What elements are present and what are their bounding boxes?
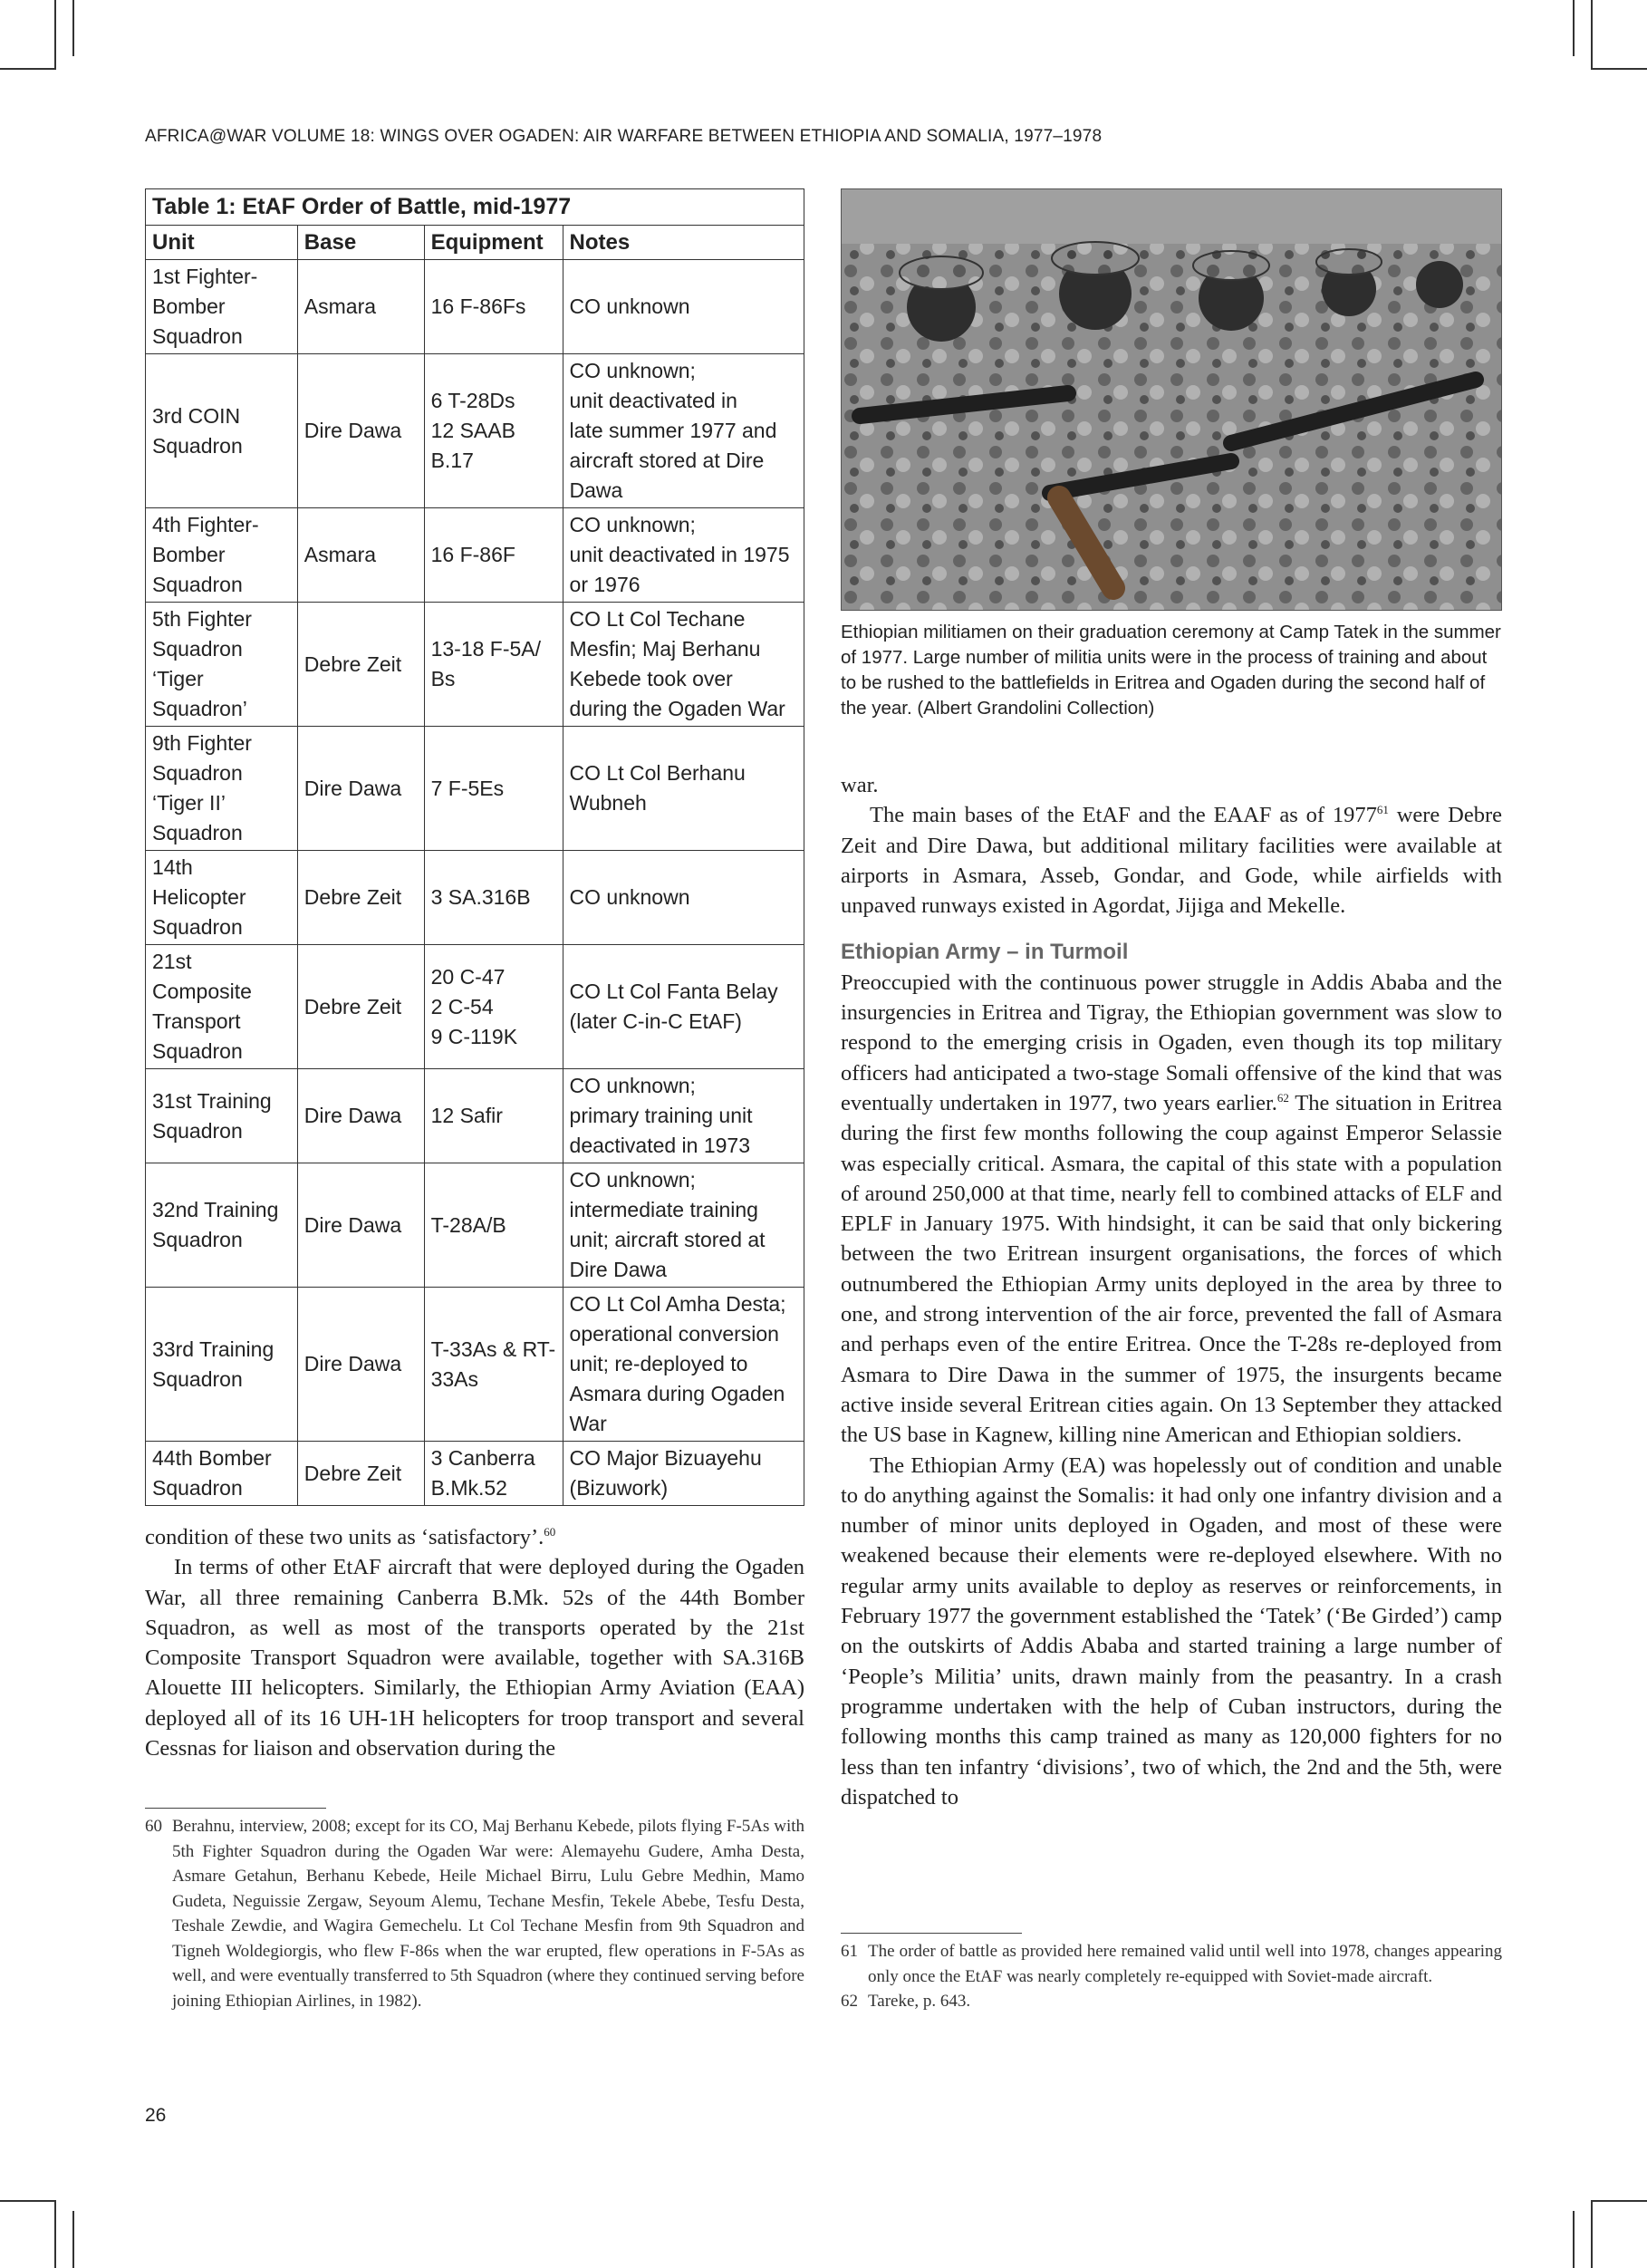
cell-line: 4th Fighter-: [152, 513, 259, 536]
cell-base: [297, 1288, 424, 1442]
cell-line: Asmara: [303, 543, 377, 566]
cell-line: (later C-in-C EtAF): [569, 1009, 742, 1033]
table-row: [146, 603, 804, 727]
cell-line: Asmara during Ogaden: [569, 1382, 785, 1405]
page-number: 26: [145, 2105, 167, 2126]
cell-line: CO Lt Col Fanta Belay: [569, 980, 778, 1003]
cell-line: 21st: [152, 950, 192, 973]
cell-notes: [563, 851, 804, 945]
cell-unit: [146, 1163, 298, 1288]
cell-line: Squadron’: [152, 697, 247, 720]
photo-illustration: [842, 189, 1502, 611]
crop-mark: [1591, 68, 1647, 70]
table-row: [146, 1442, 804, 1506]
cell-line: deactivated in 1973: [569, 1134, 751, 1157]
cell-unit: [146, 603, 298, 727]
footnote-text: The order of battle as provided here remained valid until well into 1978, changes appearing only once the EtAF was nearly completely re-equipped with Soviet-made aircraft.: [868, 1942, 1502, 1986]
cell-line: 3 Canberra: [430, 1446, 535, 1470]
cell-unit: [146, 1288, 298, 1442]
cell-line: 31st Training: [152, 1088, 272, 1113]
militia-photo: [841, 188, 1502, 611]
cell-equipment: [424, 354, 563, 508]
cell-line: Squadron: [152, 573, 243, 596]
cell-line: unit deactivated in: [569, 389, 737, 412]
cell-line: T-33As & RT-: [430, 1337, 556, 1361]
table-header-unit: Unit: [146, 226, 298, 260]
cell-line: CO Lt Col Amha Desta;: [569, 1292, 786, 1316]
crop-mark: [1573, 2211, 1575, 2268]
cell-line: unit deactivated in 1975: [569, 543, 790, 566]
cell-base: [297, 1442, 424, 1506]
footnote-rule: [841, 1933, 1022, 1934]
cell-line: Squadron: [152, 637, 243, 661]
footnote-rule: [145, 1808, 326, 1809]
cell-line: Debre Zeit: [303, 1461, 402, 1485]
cell-line: operational conversion: [569, 1322, 779, 1346]
cell-line: CO unknown: [569, 885, 690, 909]
footnote-ref: 60: [544, 1524, 556, 1539]
cell-line: CO unknown;: [569, 1168, 696, 1192]
paragraph: [841, 800, 1502, 921]
cell-equipment: [424, 851, 563, 945]
table-header-equipment: Equipment: [424, 226, 563, 260]
cell-line: intermediate training: [569, 1198, 758, 1221]
cell-line: 12 SAAB B.17: [430, 419, 515, 472]
paragraph-text: condition of these two units as ‘satisfactory’.: [145, 1525, 544, 1549]
paragraph: war.: [841, 773, 879, 797]
crop-mark: [1591, 0, 1593, 68]
cell-notes: [563, 508, 804, 603]
cell-equipment: [424, 1442, 563, 1506]
footnote-text: Berahnu, interview, 2008; except for its CO, Maj Berhanu Kebede, pilots flying F-5As with 5th Fighter Squadron during the Ogaden War were: Alemayehu Gudere, Amha Desta, Asmare Getahun, Berhanu Kebede, Heile Michael Birru, Lulu Gebre Medhin, Mamo Gudeta, Neguissie Zergaw, Seyoum Alemu, Techane Mesfin, Tekele Abebe, Tesfu Desta, Teshale Zewdie, and Wagira Gemechelu. Lt Col Techane Mesfin from 9th Squadron and Tigneh Woldegiorgis, who flew F-86s when the war erupted, flew operations in F-5As as well, and were eventually transferred to 5th Squadron (where they continued serving before joining Ethiopian Airlines, in 1982).: [172, 1817, 804, 2011]
cell-line: Mesfin; Maj Berhanu: [569, 637, 761, 661]
cell-line: 16 F-86Fs: [430, 294, 526, 318]
cell-base: [297, 260, 424, 354]
table-row: [146, 945, 804, 1069]
cell-equipment: [424, 945, 563, 1069]
cell-unit: [146, 1442, 298, 1506]
cell-base: [297, 354, 424, 508]
cell-line: Squadron: [152, 1476, 243, 1500]
footnotes-left: [145, 1814, 804, 2013]
cell-line: Helicopter: [152, 885, 246, 909]
paragraph: The Ethiopian Army (EA) was hopelessly out of condition and unable to do anything against the Somalis: it had only one infantry division and a number of minor units deployed in Ogaden, and most of these were weakened because their elements were re-deployed elsewhere. With no regular army units available to deploy as reserves or reinforcements, in February 1977 the government established the ‘Tatek’ (‘Be Girded’) camp on the outskirts of Addis Ababa and started training a large number of ‘People’s Militia’ units, drawn mainly from the peasantry. In a crash programme undertaken with the help of Cuban instructors, during the following months this camp trained as many as 120,000 fighters for no less than ten infantry ‘divisions’, two of which, the 2nd and the 5th, were dispatched to: [841, 1452, 1502, 1810]
cell-line: Composite: [152, 980, 252, 1003]
cell-line: Dire Dawa: [303, 1212, 402, 1237]
cell-base: [297, 1163, 424, 1288]
cell-line: late summer 1977 and: [569, 419, 777, 442]
cell-notes: [563, 1288, 804, 1442]
table-row: [146, 1163, 804, 1288]
cell-line: Kebede took over: [569, 667, 733, 690]
cell-line: 44th Bomber: [152, 1446, 272, 1470]
cell-line: 32nd Training: [152, 1198, 279, 1221]
cell-line: unit; aircraft stored at: [569, 1228, 766, 1251]
cell-unit: [146, 1069, 298, 1163]
cell-base: [297, 851, 424, 945]
running-head: AFRICA@WAR VOLUME 18: WINGS OVER OGADEN: AIR WARFARE BETWEEN ETHIOPIA AND SOMALIA, 1977–1978: [145, 127, 1103, 146]
table-row: [146, 727, 804, 851]
cell-unit: [146, 945, 298, 1069]
cell-line: War: [569, 1412, 607, 1435]
crop-mark: [54, 2200, 56, 2268]
footnote-number: 60: [145, 1817, 162, 1836]
footnote-number: 61: [841, 1942, 858, 1961]
cell-unit: [146, 851, 298, 945]
cell-line: 5th Fighter: [152, 607, 252, 631]
cell-equipment: [424, 727, 563, 851]
cell-base: [297, 508, 424, 603]
cell-line: 13-18 F-5A/: [430, 637, 542, 661]
left-column-text: [145, 1522, 804, 1763]
cell-unit: [146, 260, 298, 354]
cell-line: CO unknown;: [569, 1074, 696, 1097]
cell-line: ‘Tiger: [152, 667, 204, 690]
paragraph-text: The situation in Eritrea during the first few months following the coup against Emperor Selassie was especially critical. Asmara, the capital of this state with a population of around 250,000 at that time, nearly fell to combined attacks of ELF and EPLF in January 1975. With hindsight, it can be said that only bickering between the two Eritrean insurgent organisations, the forces of which outnumbered the Ethiopian Army units deployed in the area by three to one, and strong intervention of the air force, prevented the fall of Asmara and perhaps even of the entire Eritrea. Once the T-28s re-deployed from Asmara to Dire Dawa in the summer of 1975, the insurgents became active inside several Eritrean cities again. On 13 September they attacked the US base in Kagnew, killing nine American and Ethiopian soldiers.: [841, 1090, 1502, 1448]
cell-line: Squadron: [152, 433, 243, 458]
cell-line: Debre Zeit: [303, 651, 402, 676]
cell-line: CO Major Bizuayehu: [569, 1446, 762, 1470]
cell-line: 6 T-28Ds: [430, 389, 515, 412]
cell-line: ‘Tiger II’: [152, 791, 226, 815]
cell-line: Squadron: [152, 915, 243, 939]
table-row: [146, 354, 804, 508]
cell-line: during the Ogaden War: [569, 697, 785, 720]
cell-line: Bomber: [152, 294, 226, 318]
cell-line: T-28A/B: [430, 1212, 506, 1237]
cell-line: (Bizuwork): [569, 1476, 669, 1500]
cell-line: Squadron: [152, 1366, 243, 1391]
crop-mark: [72, 0, 74, 56]
crop-mark: [54, 0, 56, 68]
cell-notes: [563, 1069, 804, 1163]
cell-line: 12 Safir: [430, 1104, 503, 1127]
cell-notes: [563, 727, 804, 851]
cell-base: [297, 945, 424, 1069]
crop-mark: [0, 2200, 56, 2202]
cell-line: Squadron: [152, 821, 243, 844]
paragraph-text: The main bases of the EtAF and the EAAF as of 1977: [870, 803, 1377, 828]
cell-line: Dire Dawa: [303, 419, 402, 442]
table-row: [146, 1069, 804, 1163]
cell-line: CO unknown;: [569, 359, 696, 382]
cell-notes: [563, 260, 804, 354]
footnote-ref: 62: [1276, 1090, 1289, 1105]
cell-line: Squadron: [152, 1228, 243, 1251]
cell-line: CO Lt Col Techane: [569, 607, 746, 631]
cell-line: B.Mk.52: [430, 1476, 507, 1500]
cell-line: Transport: [152, 1009, 241, 1033]
table-row: [146, 508, 804, 603]
crop-mark: [72, 2211, 74, 2268]
cell-equipment: [424, 508, 563, 603]
cell-line: CO unknown;: [569, 513, 696, 536]
cell-line: Bs: [430, 667, 456, 690]
cell-notes: [563, 603, 804, 727]
paragraph-text: were Debre Zeit and Dire Dawa, but additional military facilities were available at airports in Asmara, Asseb, Gondar, and Gode, while airfields with unpaved runways existed in Agordat, Jijiga and Mekelle.: [841, 803, 1502, 919]
cell-notes: [563, 354, 804, 508]
cell-unit: [146, 354, 298, 508]
table-header-base: Base: [297, 226, 424, 260]
table-title: Table 1: EtAF Order of Battle, mid-1977: [146, 189, 804, 226]
cell-line: 3 SA.316B: [430, 885, 531, 909]
cell-line: Squadron: [152, 1039, 243, 1063]
cell-line: Debre Zeit: [303, 994, 402, 1018]
cell-line: Squadron: [152, 1118, 243, 1143]
cell-line: 9th Fighter: [152, 731, 252, 755]
paragraph: In terms of other EtAF aircraft that were deployed during the Ogaden War, all three remaining Canberra B.Mk. 52s of the 44th Bomber Squadron, as well as most of the transports operated by the 21st Composite Transport Squadron were available, together with SA.316B Alouette III helicopters. Similarly, the Ethiopian Army Aviation (EAA) deployed all of its 16 UH-1H helicopters for troop transport and several Cessnas for liaison and observation during the: [145, 1555, 804, 1761]
cell-equipment: [424, 260, 563, 354]
footnote: [841, 1939, 1502, 1989]
table-header-notes: Notes: [563, 226, 804, 260]
cell-line: 20 C-47: [430, 964, 506, 989]
cell-line: 3rd COIN: [152, 403, 241, 428]
table-row: [146, 851, 804, 945]
section-heading: Ethiopian Army – in Turmoil: [841, 940, 1129, 965]
cell-line: 33As: [430, 1366, 479, 1391]
cell-line: 33rd Training: [152, 1337, 274, 1361]
footnote-ref: 61: [1376, 803, 1389, 817]
crop-mark: [0, 68, 56, 70]
cell-line: unit; re-deployed to: [569, 1352, 748, 1375]
order-of-battle-table: [145, 188, 804, 1506]
table-row: [146, 260, 804, 354]
cell-line: Dire Dawa: [303, 1352, 402, 1375]
table-row: [146, 1288, 804, 1442]
cell-unit: [146, 727, 298, 851]
cell-line: 1st Fighter-: [152, 265, 258, 288]
cell-notes: [563, 1163, 804, 1288]
cell-line: Dawa: [569, 478, 623, 502]
cell-line: Asmara: [303, 294, 377, 318]
cell-line: CO unknown: [569, 294, 690, 318]
cell-line: Dire Dawa: [303, 776, 402, 800]
cell-line: Squadron: [152, 761, 243, 785]
cell-line: 14th: [152, 855, 193, 879]
cell-line: Debre Zeit: [303, 885, 402, 909]
paragraph-text: Preoccupied with the continuous power struggle in Addis Ababa and the insurgencies in Eritrea and Tigray, the Ethiopian government was slow to respond to the emerging crisis in Ogaden, even though its top military officers had anticipated a two-stage Somali offensive of the kind that was eventually undertaken in 1977, two years earlier.: [841, 970, 1502, 1115]
cell-line: Bomber: [152, 543, 226, 566]
cell-line: CO Lt Col Berhanu: [569, 761, 746, 785]
cell-notes: [563, 945, 804, 1069]
footnote: [145, 1814, 804, 2013]
cell-line: Wubneh: [569, 791, 647, 815]
footnote-text: Tareke, p. 643.: [868, 1992, 971, 2011]
right-column-text: [841, 770, 1502, 1812]
cell-notes: [563, 1442, 804, 1506]
cell-base: [297, 727, 424, 851]
cell-equipment: [424, 1288, 563, 1442]
table-body: [146, 260, 804, 1506]
cell-line: primary training unit: [569, 1104, 753, 1127]
paragraph: [841, 968, 1502, 1451]
cell-base: [297, 603, 424, 727]
cell-line: Dire Dawa: [303, 1104, 402, 1127]
cell-base: [297, 1069, 424, 1163]
photo-caption: Ethiopian militiamen on their graduation ceremony at Camp Tatek in the summer of 1977. Large number of militia units were in the process of training and about to be rushed to the battlefields in Eritrea and Ogaden during the second half of the year. (Albert Grandolini Collection): [841, 622, 1501, 719]
crop-mark: [1591, 2200, 1647, 2202]
cell-line: or 1976: [569, 573, 640, 596]
cell-line: Squadron: [152, 324, 243, 348]
crop-mark: [1591, 2200, 1593, 2268]
paragraph: [145, 1522, 804, 1552]
cell-equipment: [424, 1163, 563, 1288]
footnote-number: 62: [841, 1992, 858, 2011]
cell-line: 9 C-119K: [430, 1024, 518, 1048]
cell-line: 2 C-54: [430, 994, 494, 1018]
footnotes-right: [841, 1939, 1502, 2014]
cell-line: 7 F-5Es: [430, 776, 505, 800]
cell-line: aircraft stored at Dire: [569, 449, 765, 472]
cell-line: 16 F-86F: [430, 543, 515, 566]
crop-mark: [1573, 0, 1575, 56]
cell-line: Dire Dawa: [569, 1258, 667, 1281]
footnote: [841, 1989, 1502, 2014]
cell-equipment: [424, 1069, 563, 1163]
cell-unit: [146, 508, 298, 603]
cell-equipment: [424, 603, 563, 727]
